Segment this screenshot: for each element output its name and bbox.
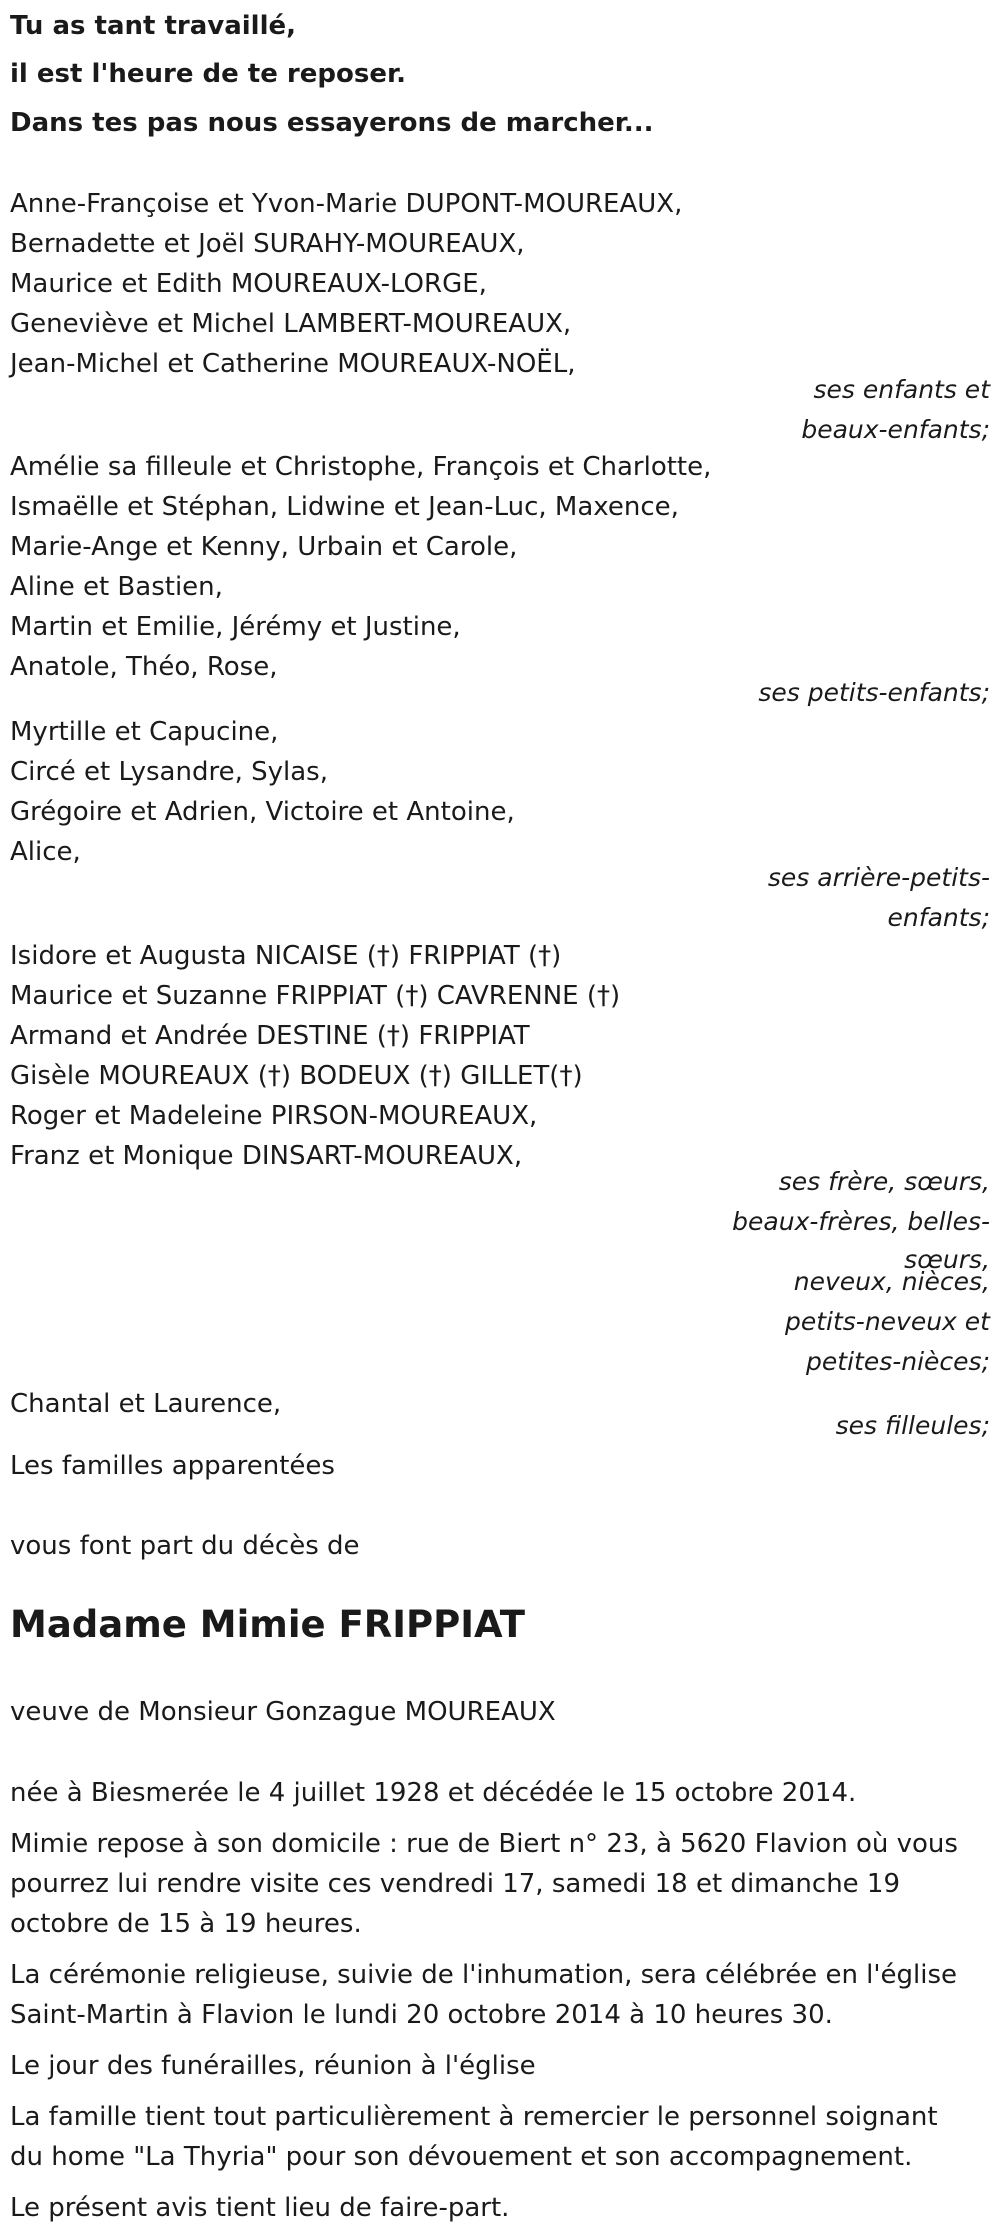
detail-line: Le présent avis tient lieu de faire-part. xyxy=(10,2193,510,2223)
detail-line: Le jour des funérailles, réunion à l'église xyxy=(10,2051,536,2081)
relation-label: petites-nièces; xyxy=(806,1347,990,1376)
family-member: Franz et Monique DINSART-MOUREAUX, xyxy=(10,1141,523,1171)
relation-label: neveux, nièces, xyxy=(793,1267,990,1296)
detail-line: née à Biesmerée le 4 juillet 1928 et décédée le 15 octobre 2014. xyxy=(10,1778,857,1808)
family-member: Grégoire et Adrien, Victoire et Antoine, xyxy=(10,797,515,827)
detail-line: pourrez lui rendre visite ces vendredi 17, samedi 18 et dimanche 19 xyxy=(10,1869,901,1899)
relation-label: enfants; xyxy=(887,903,990,932)
family-member: Maurice et Edith MOUREAUX-LORGE, xyxy=(10,269,487,299)
detail-line: Mimie repose à son domicile : rue de Biert n° 23, à 5620 Flavion où vous xyxy=(10,1829,958,1859)
family-member: Roger et Madeleine PIRSON-MOUREAUX, xyxy=(10,1101,538,1131)
family-member: Ismaëlle et Stéphan, Lidwine et Jean-Luc, Maxence, xyxy=(10,492,679,522)
family-member: Isidore et Augusta NICAISE (†) FRIPPIAT (†) xyxy=(10,941,562,971)
family-member: Anne-Françoise et Yvon-Marie DUPONT-MOUREAUX, xyxy=(10,189,683,219)
family-member: Bernadette et Joël SURAHY-MOUREAUX, xyxy=(10,229,525,259)
families-line: Les familles apparentées xyxy=(10,1451,335,1481)
family-member: Circé et Lysandre, Sylas, xyxy=(10,757,328,787)
family-member: Maurice et Suzanne FRIPPIAT (†) CAVRENNE (†) xyxy=(10,981,621,1011)
relation-label: petits-neveux et xyxy=(784,1307,990,1336)
family-member: Alice, xyxy=(10,837,81,867)
verse-line: il est l'heure de te reposer. xyxy=(10,59,406,89)
family-member: Jean-Michel et Catherine MOUREAUX-NOËL, xyxy=(10,349,576,379)
relation-label: beaux-enfants; xyxy=(801,415,990,444)
verse-line: Dans tes pas nous essayerons de marcher... xyxy=(10,108,654,138)
family-member: Marie-Ange et Kenny, Urbain et Carole, xyxy=(10,532,518,562)
family-member: Myrtille et Capucine, xyxy=(10,717,279,747)
family-member: Armand et Andrée DESTINE (†) FRIPPIAT xyxy=(10,1021,530,1051)
relation-label: ses filleules; xyxy=(835,1411,990,1440)
detail-line: La famille tient tout particulièrement à remercier le personnel soignant xyxy=(10,2102,938,2132)
family-member: Martin et Emilie, Jérémy et Justine, xyxy=(10,612,461,642)
detail-line: La cérémonie religieuse, suivie de l'inhumation, sera célébrée en l'église xyxy=(10,1960,958,1990)
relation-label: ses frère, sœurs, xyxy=(778,1167,990,1196)
family-member: Gisèle MOUREAUX (†) BODEUX (†) GILLET(†) xyxy=(10,1061,583,1091)
relation-label: ses enfants et xyxy=(813,375,990,404)
verse-line: Tu as tant travaillé, xyxy=(10,11,297,41)
relation-label: beaux-frères, belles- xyxy=(732,1207,990,1236)
relation-label: ses petits-enfants; xyxy=(758,678,990,707)
detail-line: du home "La Thyria" pour son dévouement et son accompagnement. xyxy=(10,2142,913,2172)
deceased-name: Madame Mimie FRIPPIAT xyxy=(10,1603,526,1646)
family-member: Geneviève et Michel LAMBERT-MOUREAUX, xyxy=(10,309,572,339)
widow-line: veuve de Monsieur Gonzague MOUREAUX xyxy=(10,1697,556,1727)
family-member: Chantal et Laurence, xyxy=(10,1389,282,1419)
family-member: Aline et Bastien, xyxy=(10,572,223,602)
family-member: Anatole, Théo, Rose, xyxy=(10,652,278,682)
relation-label: sœurs, xyxy=(904,1245,990,1274)
detail-line: octobre de 15 à 19 heures. xyxy=(10,1909,362,1939)
relation-label: ses arrière-petits- xyxy=(767,863,990,892)
family-member: Amélie sa filleule et Christophe, François et Charlotte, xyxy=(10,452,712,482)
announce-line: vous font part du décès de xyxy=(10,1531,360,1561)
detail-line: Saint-Martin à Flavion le lundi 20 octobre 2014 à 10 heures 30. xyxy=(10,2000,833,2030)
